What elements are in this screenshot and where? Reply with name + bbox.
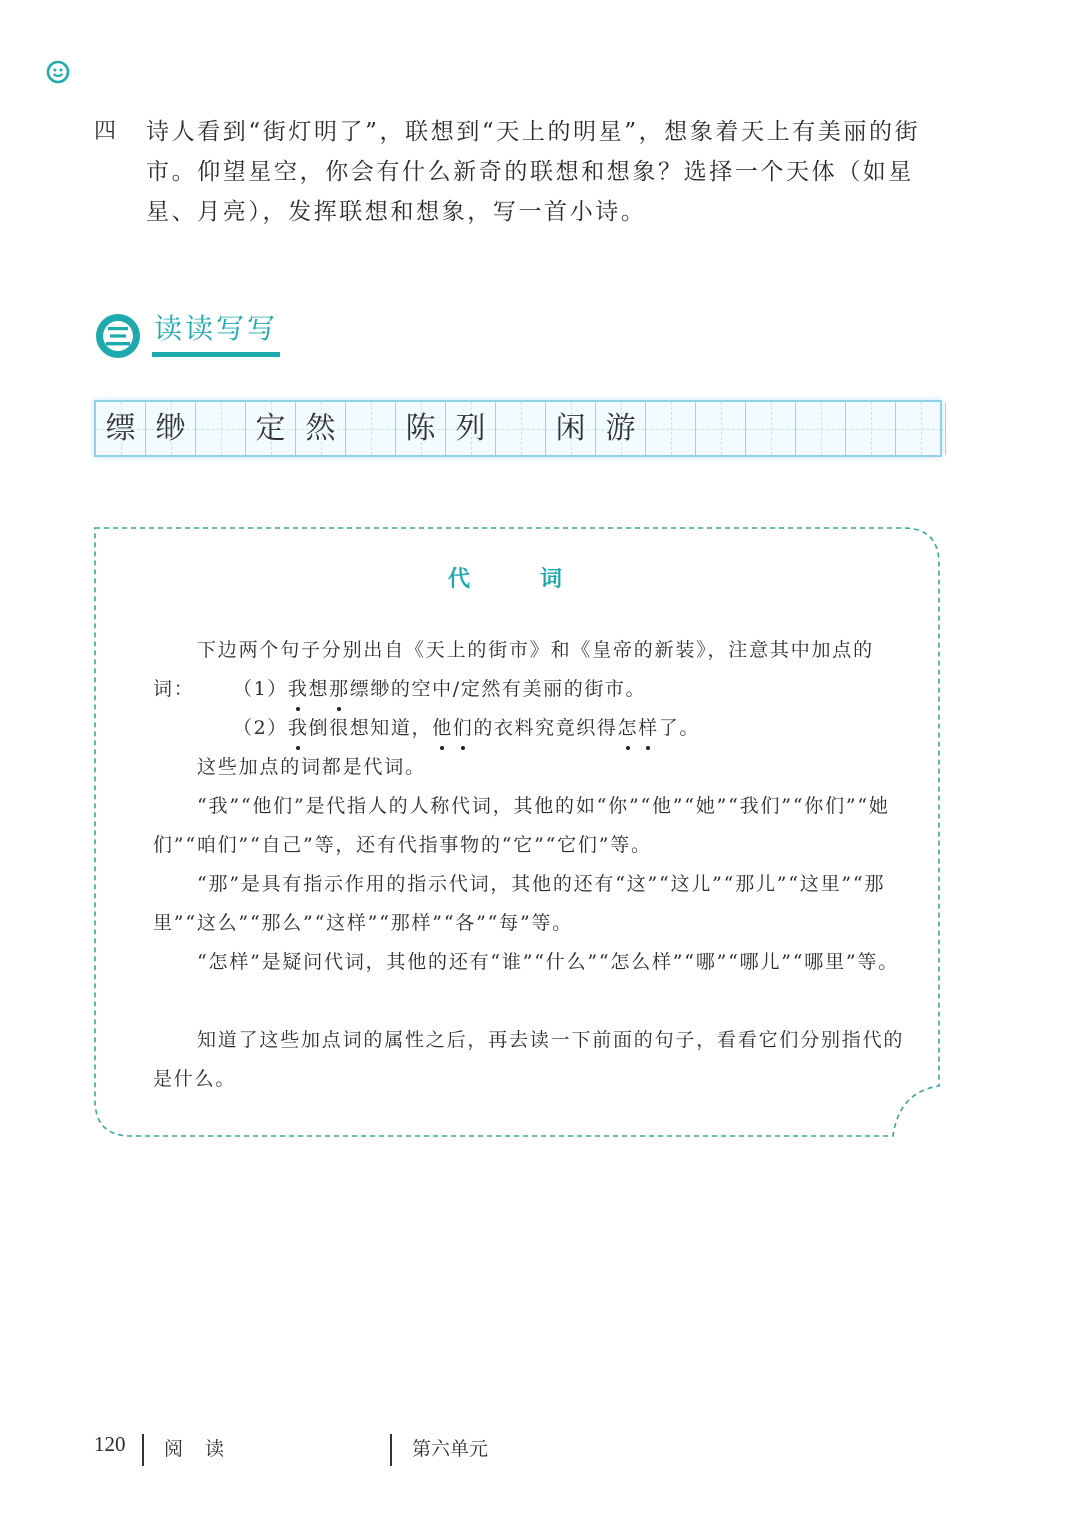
grid-cell: [96, 402, 146, 455]
box-title: 代 词: [447, 567, 586, 592]
grid-cell: [346, 402, 396, 455]
dotted-word: 我: [288, 709, 309, 748]
grid-cell: [196, 402, 246, 455]
pronoun-box: [93, 526, 941, 1138]
dotted-word: 我: [288, 670, 309, 709]
grid-character: 陈: [405, 411, 436, 446]
smiley-icon: [46, 60, 70, 84]
grid-character: 闲: [555, 411, 586, 446]
grid-cell: [146, 402, 196, 455]
section-underline: [152, 352, 280, 357]
grid-cell: [396, 402, 446, 455]
paragraph-1: 这些加点的词都是代词。: [197, 756, 426, 778]
grid-cell: [596, 402, 646, 455]
grid-cell: [496, 402, 546, 455]
example-sentence-1: （1）我想那缥缈的空中/定然有美丽的街市。: [233, 670, 646, 709]
dotted-word: 样: [638, 709, 659, 748]
question-number: 四: [94, 119, 117, 144]
grid-cell: [446, 402, 496, 455]
grid-character: 缈: [155, 411, 186, 446]
footer-divider: [390, 1434, 392, 1466]
grid-character: 游: [605, 411, 636, 446]
grid-character: 然: [305, 411, 336, 446]
footer-section: 阅 读: [164, 1438, 233, 1460]
paragraph-4: “怎样”是疑问代词，其他的还有“谁”“什么”“怎么样”“哪”“哪儿”“哪里”等。: [197, 951, 899, 973]
grid-cell: [296, 402, 346, 455]
grid-cell: [796, 402, 846, 455]
footer-divider: [142, 1434, 144, 1466]
question-text: 诗人看到“街灯明了”，联想到“天上的明星”，想象着天上有美丽的街市。仰望星空，你会有什么新奇的联想和想象？选择一个天体（如星星、月亮），发挥联想和想象，写一首小诗。: [146, 119, 921, 225]
grid-cell: [696, 402, 746, 455]
page-number: 120: [94, 1432, 126, 1456]
paragraph-5: 知道了这些加点词的属性之后，再去读一下前面的句子，看看它们分别指代的是什么。: [153, 1029, 905, 1090]
paragraph-2: “我”“他们”是代指人的人称代词，其他的如“你”“他”“她”“我们”“你们”“她们”“咱们”“自己”等，还有代指事物的“它”“它们”等。: [153, 795, 890, 856]
dotted-word: 那: [329, 670, 350, 709]
footer-unit: 第六单元: [412, 1438, 489, 1460]
example-sentence-2: （2）我倒很想知道，他们的衣料究竟织得怎样了。: [233, 709, 700, 748]
three-lines-icon: [94, 312, 142, 360]
dotted-word: 们: [453, 709, 474, 748]
vocab-grid: [94, 400, 942, 457]
grid-cell: [896, 402, 946, 455]
grid-cell: [746, 402, 796, 455]
dotted-word: 他: [432, 709, 453, 748]
grid-cell: [646, 402, 696, 455]
section-title: 读读写写: [154, 312, 279, 345]
grid-cell: [546, 402, 596, 455]
grid-character: 列: [455, 411, 486, 446]
grid-cell: [246, 402, 296, 455]
paragraph-3: “那”是具有指示作用的指示代词，其他的还有“这”“这儿”“那儿”“这里”“那里”“这么”“那么”“这样”“那样”“各”“每”等。: [153, 873, 886, 934]
grid-character: 缥: [105, 411, 136, 446]
intro-text: 下边两个句子分别出自《天上的街市》和《皇帝的新装》，注意其中加点的词：: [153, 639, 874, 700]
dotted-word: 怎: [618, 709, 639, 748]
grid-cell: [846, 402, 896, 455]
grid-character: 定: [255, 411, 286, 446]
